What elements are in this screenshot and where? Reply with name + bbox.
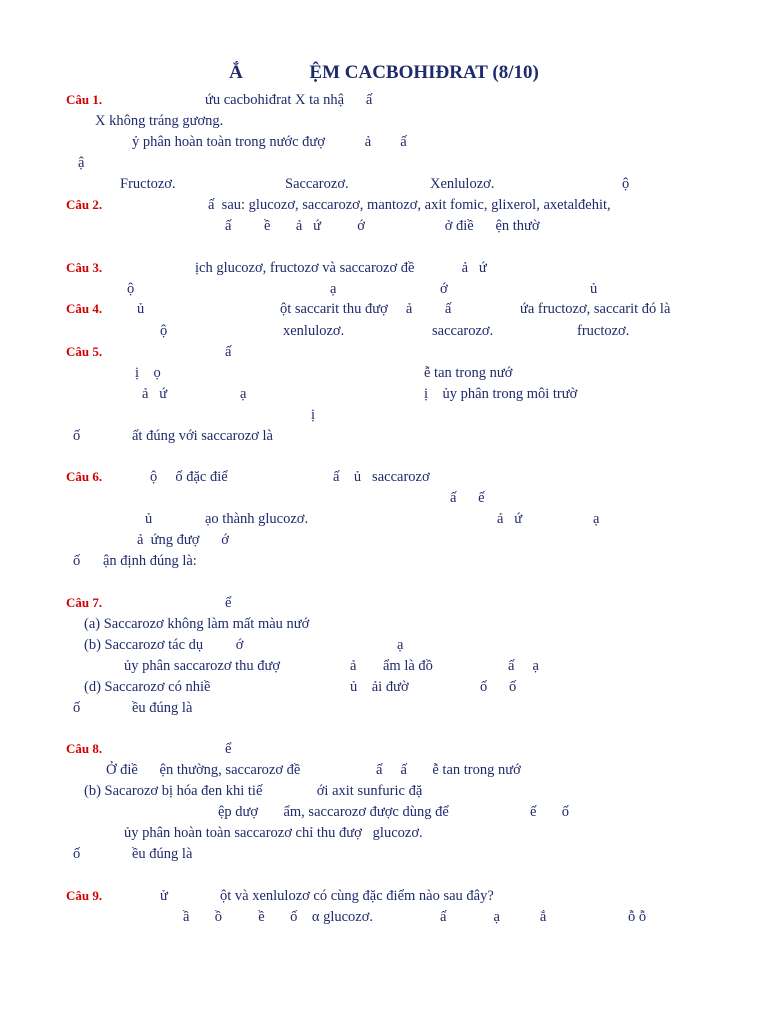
question-1-option: Xenlulozơ. bbox=[430, 176, 495, 192]
question-7-line: ố ố bbox=[480, 679, 517, 695]
question-7-statement: (a) Saccarozơ không làm mất màu nướ bbox=[84, 616, 310, 632]
question-8-line: ể bbox=[225, 741, 232, 757]
question-6-line: ả ứ bbox=[497, 511, 523, 527]
question-7-statement: (d) Saccarozơ có nhiề bbox=[84, 679, 211, 695]
question-8-line: ố bbox=[73, 846, 81, 862]
question-4-option: saccarozơ. bbox=[432, 323, 494, 339]
question-9-option: ầ ồ ề ố α glucozơ. bbox=[183, 909, 374, 925]
question-1-line: X không tráng gương. bbox=[95, 113, 224, 129]
question-7-line: ẩm là đồ bbox=[383, 658, 433, 674]
question-9-label: Câu 9. bbox=[66, 888, 103, 903]
question-7-label: Câu 7. bbox=[66, 595, 103, 610]
question-4-line: ột saccarit thu đượ ả ấ bbox=[280, 301, 452, 317]
question-6-line: ạo thành glucozơ. bbox=[205, 511, 309, 527]
question-2-line: ấ ề ả ứ ớ ở điề ện thườ bbox=[225, 218, 540, 234]
question-6-line: ủ bbox=[145, 511, 153, 527]
question-8-line: ấ ấ ễ tan trong nướ bbox=[376, 762, 521, 778]
question-2-label: Câu 2. bbox=[66, 197, 103, 212]
page-title: Ắ ỆM CACBOHIĐRAT (8/10) bbox=[229, 62, 539, 83]
question-8-statement: (b) Sacarozơ bị hóa đen khi tiế ới axit sunfuric đặ bbox=[84, 783, 423, 799]
question-8-line: ều đúng là bbox=[132, 846, 193, 862]
question-6-line: ố bbox=[73, 553, 81, 569]
question-7-line: ố bbox=[73, 700, 81, 716]
question-8-statement: ủy phân hoàn toàn saccarozơ chỉ thu đượ glucozơ. bbox=[124, 825, 423, 841]
question-4-label: Câu 4. bbox=[66, 301, 103, 316]
question-1-option: Saccarozơ. bbox=[285, 176, 349, 192]
question-7-line: ủ ải đườ bbox=[350, 679, 409, 695]
question-6-line: ấ ủ saccarozơ bbox=[333, 469, 430, 485]
question-6-line: ận định đúng là: bbox=[103, 553, 197, 569]
question-6-line: ấ ế bbox=[450, 490, 485, 506]
question-5-line: ị bbox=[311, 407, 316, 423]
question-7-line: ều đúng là bbox=[132, 700, 193, 716]
question-5-line: ễ tan trong nướ bbox=[424, 365, 513, 381]
question-9-option: ấ ạ ắ bbox=[440, 909, 547, 925]
question-9-option: ỗ ỗ bbox=[628, 909, 647, 925]
question-1-line: ậ bbox=[78, 155, 85, 171]
question-5-line: ố bbox=[73, 428, 81, 444]
question-3-option: ớ bbox=[440, 281, 448, 297]
question-8-statement: ệp dượ ẩm, saccarozơ được dùng để bbox=[218, 804, 449, 820]
question-7-line: ạ bbox=[397, 637, 404, 653]
question-9-line: ột và xenlulozơ có cùng đặc điểm nào sau đây? bbox=[220, 888, 494, 904]
question-6-line: ạ bbox=[593, 511, 600, 527]
question-4-line: ứa fructozơ, saccarit đó là bbox=[520, 301, 671, 317]
question-5-line: ả ứ bbox=[142, 386, 168, 402]
question-2-line: ấ sau: glucozơ, saccarozơ, mantozơ, axit fomic, glixerol, axetalđehit, bbox=[208, 197, 611, 213]
question-7-line: ể bbox=[225, 595, 232, 611]
question-5-line: ấ bbox=[225, 344, 232, 360]
question-4-option: xenlulozơ. bbox=[283, 323, 345, 339]
question-7-line: ả bbox=[350, 658, 357, 674]
question-1-option: Fructozơ. bbox=[120, 176, 176, 192]
question-4-line: ủ bbox=[137, 301, 145, 317]
question-6-label: Câu 6. bbox=[66, 469, 103, 484]
question-3-option: ạ bbox=[330, 281, 337, 297]
question-3-option: ộ bbox=[127, 281, 135, 297]
question-1-line: ỷ phân hoàn toàn trong nước đượ ả ấ bbox=[132, 134, 407, 150]
question-5-label: Câu 5. bbox=[66, 344, 103, 359]
question-7-line: ấ ạ bbox=[508, 658, 539, 674]
question-3-line: ịch glucozơ, fructozơ và saccarozơ đề ả ứ bbox=[195, 260, 487, 276]
question-5-line: ị ủy phân trong môi trườ bbox=[424, 386, 578, 402]
question-1-option: ộ bbox=[622, 176, 630, 192]
question-4-option: ộ bbox=[160, 323, 168, 339]
question-5-line: ị ọ bbox=[135, 365, 161, 381]
question-8-label: Câu 8. bbox=[66, 741, 103, 756]
question-3-label: Câu 3. bbox=[66, 260, 103, 275]
question-1-label: Câu 1. bbox=[66, 92, 103, 107]
question-3-option: ủ bbox=[590, 281, 598, 297]
question-6-line: ả ứng đượ ớ bbox=[137, 532, 229, 548]
question-8-statement: Ở điề ện thường, saccarozơ đề bbox=[106, 762, 301, 778]
question-7-statement: (b) Saccarozơ tác dụ ớ bbox=[84, 637, 244, 653]
question-5-line: ất đúng với saccarozơ là bbox=[132, 428, 273, 444]
question-5-line: ạ bbox=[240, 386, 247, 402]
question-8-line: ế ố bbox=[530, 804, 570, 820]
question-7-statement: ủy phân saccarozơ thu đượ bbox=[124, 658, 281, 674]
question-6-line: ộ ố đặc điể bbox=[150, 469, 228, 485]
question-4-option: fructozơ. bbox=[577, 323, 630, 339]
question-1-line: ứu cacbohiđrat X ta nhậ ấ bbox=[205, 92, 373, 108]
question-9-line: ử bbox=[160, 888, 168, 904]
